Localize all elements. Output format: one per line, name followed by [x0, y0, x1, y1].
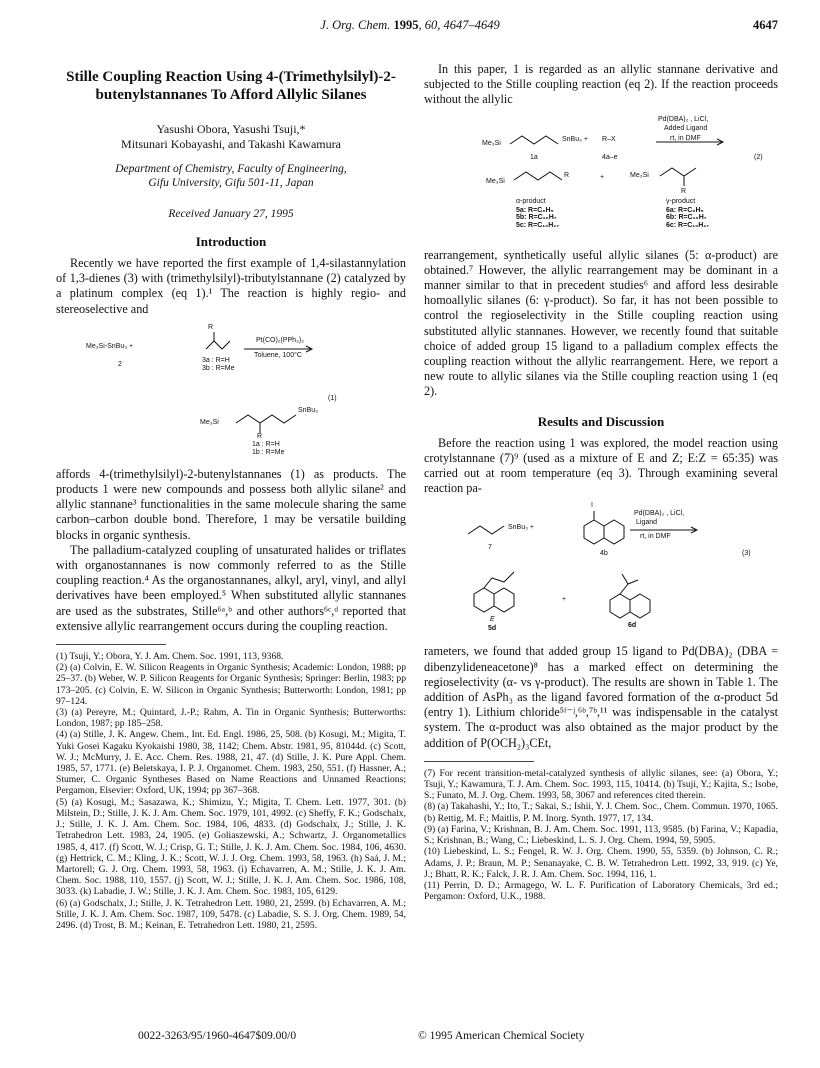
authors-line-1: Yasushi Obora, Yasushi Tsuji,*: [156, 122, 306, 136]
eq3-e-label: E: [490, 616, 495, 624]
naphthalene-ring-b: [604, 520, 624, 544]
paragraph: In this paper, 1 is regarded as an allylic stannane derivative and subjected to the Stille coupling reaction (eq 2). If the reaction proceeds without the allylic: [424, 62, 778, 107]
equation-3-scheme: [424, 502, 778, 634]
authors: [56, 122, 406, 152]
paragraph: rearrangement, synthetically useful allylic silanes (5: α-product) are obtained.⁷ However, the allylic rearrangement may be dominant in a manner similar to that in precedent studies⁶ and afford less desirable homoallylic silanes (6: γ-product). So far, it has not been possible to control the regioselectivity in the Stille coupling reaction using substituted allylic stannanes. However, we recently found that suitable choice of added group 15 ligand to a palladium complex effects the coupling reaction without the allylic rearrangement. Here, we report a new route to allylic silanes via the Stille coupling reaction using 1 (eq 2).: [424, 247, 778, 399]
received-date: Received January 27, 1995: [168, 208, 294, 220]
footnotes-left: [56, 651, 406, 931]
alpha-product-label: α-product: [516, 197, 546, 205]
eq2-si-label: Me₃Si: [482, 139, 501, 147]
product-6d-chain: [620, 574, 628, 594]
eq2-conditions: rt, in DMF: [670, 134, 701, 142]
footnote: (2) (a) Colvin, E. W. Silicon Reagents in Organic Synthesis; Academic: London, 1988; pp 25–37. (b) Weber, W. P. Silicon Reagents for Organic Synthesis; Springer: Berlin, 1983; pp 173–205. (c) Colvin, E. W. Silicon in Organic Synthesis; Butterworth: London, 1981; pp 97–124.: [56, 662, 406, 707]
journal-volume-pages: , 60, 4647–4649: [418, 18, 500, 32]
gamma-chain: [660, 168, 696, 176]
product-r-label: R: [257, 432, 263, 440]
product-5d-chain: [484, 572, 514, 588]
equation-3-structures: [424, 506, 778, 634]
gamma-product-list: 6a: R=C₆H₅ 6b: R=C₁₀H₇ 6c: R=C₁₀H₁₇: [666, 206, 710, 229]
authors-line-2: Mitsunari Kobayashi, and Takashi Kawamura: [121, 137, 341, 151]
journal-citation: [0, 18, 820, 33]
journal-name: J. Org. Chem.: [320, 18, 391, 32]
gamma-si-label: Me₃Si: [630, 171, 649, 179]
footnote: (5) (a) Kosugi, M.; Sasazawa, K.; Shimizu, Y.; Migita, T. Chem. Lett. 1977, 301. (b) Milstein, D.; Stille, J. K. J. Am. Chem. Soc. 1979, 101, 4992. (c) Sheffy, F. K.; Godschalx, J.; Stille, J. K. J. Am. Chem. Soc. 1984, 106, 4833. (d) Godschalx, J.; Stille, J. K. Tetrahedron Lett. 1983, 24, 1905. (e) Goliaszewski, A.; Schwartz, J. Organometallics 1985, 4, 417. (f) Scott, W. J.; Crisp, G. T.; Stille, J. K. J. Am. Chem. Soc. 1984, 106, 4630. (g) Hettrick, C. M.; Kling, J. K.; Scott, W. J. J. Org. Chem. 1993, 58, 1963. (h) Saá, J. M.; Martorell; G. J. Org. Chem. 1993, 58, 1963. (i) Echavarren, A. M.; Stille, J. K. J. Am. Chem. Soc. 1988, 110, 1557. (j) Scott, W. J.; Stille, J. K. J. Am. Chem. Soc. 1986, 108, 3033. (k) Labadie, J. W.; Stille, J. K. J. Am. Chem. Soc. 1983, 105, 6129.: [56, 796, 406, 898]
stannane-chain: [510, 136, 558, 144]
eq3-number-5d: 5d: [488, 625, 497, 633]
eq3-number-4b: 4b: [600, 550, 608, 558]
section-heading-results: Results and Discussion: [537, 413, 665, 429]
eq3-number: (3): [742, 550, 751, 558]
footnote-rule: [56, 644, 166, 645]
alpha-r-label: R: [564, 171, 570, 179]
diene-bond: [206, 341, 230, 349]
gamma-r-label: R: [681, 187, 687, 195]
paragraph: Before the reaction using 1 was explored, the model reaction using crotylstannane (7)⁹ (used as a mixture of E and Z; E:Z = 65:35) was carried out at room temperature (eq 3). Through examining several reaction pa-: [424, 435, 778, 496]
section-heading-introduction: Introduction: [195, 234, 267, 249]
affiliation-line-2: Gifu University, Gifu 501-11, Japan: [148, 177, 314, 189]
eq1-conditions: Toluene, 100°C: [254, 351, 302, 359]
equation-2-scheme: [424, 114, 778, 238]
product-sn-label: SnBu₃: [298, 406, 318, 414]
reagent-number: 2: [118, 360, 122, 368]
affiliation: [56, 162, 406, 190]
paragraph: rameters, we found that added group 15 ligand to Pd(DBA)₂ (DBA = dibenzylideneacetone)⁸ has a marked effect on determining the regioselectivity (α- vs γ-product). The results are shown in Table 1. The addition of AsPh₃ as the ligand favored formation of the α-product 5d (entry 1). Lithium chloride⁵ᶠ⁻ʲ,⁶ᵇ,⁷ᵇ,¹¹ was indispensable in the catalyst system. The α-product was also obtained as the major product by the addition of P(OCH₂)₃CEt,: [424, 644, 778, 750]
product-6d-ring-a: [610, 594, 630, 618]
product-6d-ring-b: [630, 594, 650, 618]
eq2-added-ligand: Added Ligand: [664, 124, 708, 132]
eq2-number: (2): [754, 153, 763, 161]
naphthalene-ring-a: [584, 520, 604, 544]
footnote-rule: [424, 761, 534, 762]
eq3-catalyst: Pd(DBA)₂ , LiCl,: [634, 510, 685, 518]
running-header: [0, 18, 820, 38]
eq1-catalyst: Pt(CO)₂(PPh₃)₂: [256, 336, 304, 344]
reagent-2: Me₃Si-SnBu₃ +: [86, 342, 134, 350]
right-column: [424, 62, 778, 902]
copyright: © 1995 American Chemical Society: [418, 1030, 585, 1042]
eq3-number-7: 7: [488, 544, 492, 552]
product-chain: [236, 415, 296, 423]
paragraph: affords 4-(trimethylsilyl)-2-butenylstannanes (1) as products. The products 1 were new compounds and possess both allylic silane² and allylic stannane³ functionalities in the same molecule sharing the same carbon–carbon double bond. Therefore, 1 may be versatile building blocks in organic synthesis.: [56, 466, 406, 542]
affiliation-line-1: Department of Chemistry, Faculty of Engineering,: [115, 163, 347, 175]
eq2-plus: +: [600, 173, 605, 181]
footnotes-right: [424, 768, 778, 902]
paragraph: The palladium-catalyzed coupling of unsaturated halides or triflates with organostannanes is now commonly referred to as the Stille coupling reaction.⁴ As the organostannanes, alkyl, aryl, vinyl, and allyl derivatives have been employed.⁵ When substituted allylic stannanes are used as the substrates, Stille⁶ᵃ,ᵇ and other authors⁶ᶜ,ᵈ reported that extensive allylic rearrangement occurs during the coupling reaction.: [56, 542, 406, 633]
eq2-number-4ae: 4a–e: [602, 153, 618, 161]
iodo-label: I: [591, 502, 593, 510]
footnote: (4) (a) Stille, J. K. Angew. Chem., Int. Ed. Engl. 1986, 25, 508. (b) Kosugi, M.; Migita, T. Yuki Gosei Kagaku Kyokaishi 1980, 38, 1142; Chem. Abstr. 1981, 95, 81044d. (c) Scott, W. J.; McMurry, J. E. Acc. Chem. Res. 1988, 21, 47. (d) Stille, J. K. Pure Appl. Chem. 1985, 57, 1771. (e) Beletskaya, I. P. J. Organomet. Chem. 1983, 250, 551. (f) Hassner, A.; Stumer, C. Organic Syntheses Based on Name Reactions and Unnamed Reactions; Pergamon, Elsevier: Oxford, UK, 1994; pp 367–368.: [56, 729, 406, 797]
diene-labels: 3a : R=H 3b : R=Me: [202, 356, 235, 372]
diene-r-label: R: [208, 323, 214, 331]
issn-code: 0022-3263/95/1960-4647$09.00/0: [138, 1030, 297, 1042]
product-5d-ring-a: [474, 588, 494, 612]
footnote: (7) For recent transition-metal-catalyzed synthesis of allylic silanes, see: (a) Obora, Y.; Tsuji, Y.; Kawamura, T. J. Am. Chem. Soc. 1993, 115, 10414. (b) Tsuji, Y.; Kajita, S.; Isobe, S.; Funato, M. J. Org. Chem. 1993, 58, 3067 and references cited therein.: [424, 767, 778, 802]
eq1-number: (1): [328, 394, 337, 402]
eq3-number-6d: 6d: [628, 622, 637, 630]
footnote: (8) (a) Takahashi, Y.; Ito, T.; Sakai, S.; Ishii, Y. J. Chem. Soc., Chem. Commun. 1970, 1065. (b) Rettig, M. F.; Maitlis, P. M. Inorg. Synth. 1977, 17, 134.: [424, 801, 778, 824]
eq2-number-1a: 1a: [530, 153, 538, 161]
footnote: (10) Liebeskind, L. S.; Fengel, R. W. J. Org. Chem. 1990, 55, 5359. (b) Johnson, C. R.; Adams, J. P.; Braun, M. P.; Senanayake, C. B. W. Tetrahedron Lett. 1992, 33, 919. (c) Ye, J.; Bhatt, R. K.; Falck, J. R. J. Am. Chem. Soc. 1994, 116, 1.: [424, 846, 778, 880]
eq2-sn-label: SnBu₃ +: [562, 135, 589, 143]
footnote: (6) (a) Godschalx, J.; Stille, J. K. Tetrahedron Lett. 1980, 21, 2599. (b) Echavarren, A. M.; Stille, J. K. J. Am. Chem. Soc. 1987, 109, 5478. (c) Labadie, S. S. J. Org. Chem. 1989, 54, 2496. (d) Trost, B. M.; Keinan, E. Tetrahedron Lett. 1980, 21, 2595.: [56, 897, 406, 931]
eq2-catalyst: Pd(DBA)₂ , LiCl,: [658, 115, 709, 123]
article-title: Stille Coupling Reaction Using 4-(Trimethylsilyl)-2-butenylstannanes To Afford Allylic Silanes: [66, 69, 396, 103]
eq3-sn-label: SnBu₃ +: [508, 524, 535, 532]
page-number: 4647: [753, 18, 778, 32]
footnote: (3) (a) Pereyre, M.; Quintard, J.-P.; Rahm, A. Tin in Organic Synthesis; Butterworths: London, 1987; pp 185–258.: [56, 707, 406, 730]
crotyl-chain: [468, 526, 504, 534]
alpha-chain: [514, 172, 562, 180]
footnote: (9) (a) Farina, V.; Krishnan, B. J. Am. Chem. Soc. 1991, 113, 9585. (b) Farina, V.; Kapadia, S.; Krishnan, B.; Wang, C.; Liebeskind, L. S. J. Org. Chem. 1994, 59, 5905.: [424, 823, 778, 847]
equation-1-scheme: [56, 323, 406, 457]
left-column: [56, 62, 406, 931]
footnote: (1) Tsuji, Y.; Obora, Y. J. Am. Chem. Soc. 1991, 113, 9368.: [56, 651, 284, 663]
footnote: (11) Perrin, D. D.; Armagego, W. L. F. Purification of Laboratory Chemicals, 3rd ed.; Pergamon: Oxford, U.K., 1988.: [424, 879, 778, 903]
alpha-product-list: 5a: R=C₆H₅ 5b: R=C₁₀H₇ 5c: R=C₁₀H₁₇: [516, 206, 560, 229]
product-si-label: Me₃Si: [200, 418, 219, 426]
product-6d-vinyl: [628, 580, 638, 584]
product-5d-ring-b: [494, 588, 514, 612]
eq2-rx-label: R–X: [602, 135, 616, 143]
product-labels: 1a : R=H 1b : R=Me: [252, 440, 285, 456]
journal-year: 1995: [393, 18, 419, 32]
eq3-ligand: Ligand: [636, 519, 658, 527]
gamma-product-label: γ-product: [666, 197, 696, 205]
alpha-si-label: Me₃Si: [486, 177, 505, 185]
eq3-conditions: rt, in DMF: [640, 533, 671, 541]
eq3-plus: +: [562, 596, 567, 604]
paragraph: Recently we have reported the first example of 1,4-silastannylation of 1,3-dienes (3) with (trimethylsilyl)-tributylstannane (2) catalyzed by a platinum complex (eq 1).¹ The reaction is highly regio- and stereoselective and: [56, 256, 406, 316]
